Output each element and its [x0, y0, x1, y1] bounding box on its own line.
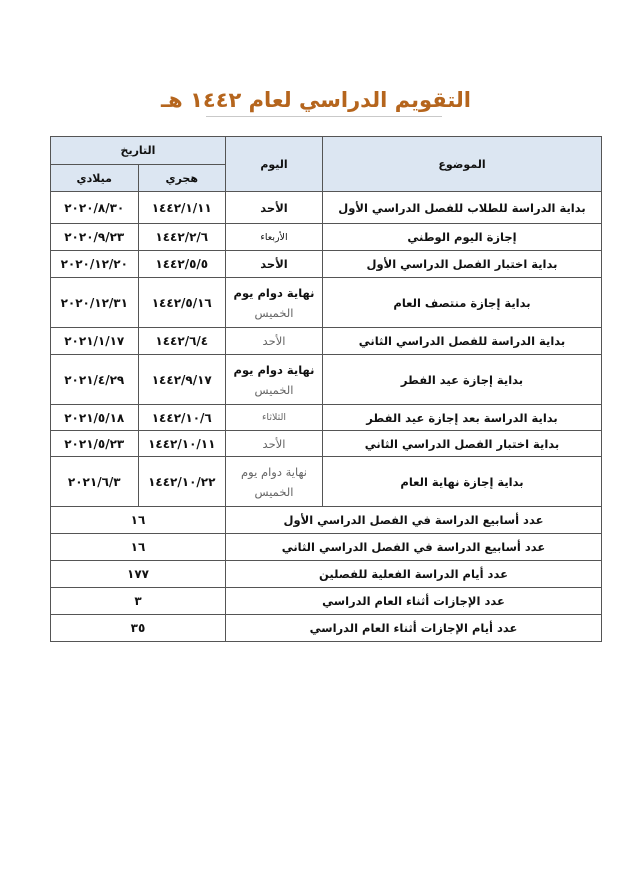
row-topic: بداية اختبار الفصل الدراسي الأول [323, 251, 602, 278]
header-gregorian: ميلادي [51, 165, 139, 192]
table-row [51, 251, 602, 278]
table-row [51, 457, 602, 507]
row-hijri: ١٤٤٢/١/١١ [138, 192, 226, 224]
row-day-line2: الخميس [254, 382, 294, 397]
summary-label: عدد أسابيع الدراسة في الفصل الدراسي الأول [226, 507, 602, 534]
page-title: التقويم الدراسي لعام ١٤٤٢ هـ [161, 88, 471, 112]
table-row [51, 355, 602, 405]
row-day: الأحد [226, 192, 323, 224]
row-day: الثلاثاء [226, 405, 323, 431]
header-date: التاريخ [51, 137, 226, 165]
summary-value: ١٧٧ [51, 561, 226, 588]
row-day: الأحد [226, 431, 323, 457]
row-hijri: ١٤٤٢/٥/٥ [138, 251, 226, 278]
header-topic: الموضوع [323, 137, 602, 192]
row-day [226, 355, 323, 405]
header-hijri: هجري [138, 165, 226, 192]
table-row [51, 328, 602, 355]
row-topic: بداية إجازة عيد الفطر [323, 355, 602, 405]
summary-label: عدد أيام الدراسة الفعلية للفصلين [226, 561, 602, 588]
summary-label: عدد أسابيع الدراسة في الفصل الدراسي الثاني [226, 534, 602, 561]
row-hijri: ١٤٤٢/٢/٦ [138, 224, 226, 251]
row-topic: بداية اختبار الفصل الدراسي الثاني [323, 431, 602, 457]
row-gregorian: ٢٠٢٠/١٢/٣١ [51, 278, 139, 328]
header-row [51, 137, 602, 165]
summary-row [51, 615, 602, 642]
table-row [51, 431, 602, 457]
row-gregorian: ٢٠٢١/٥/١٨ [51, 405, 139, 431]
row-gregorian: ٢٠٢١/٥/٢٣ [51, 431, 139, 457]
row-day-line1: نهاية دوام يوم [241, 464, 307, 479]
row-day-line2: الخميس [254, 305, 294, 320]
summary-row [51, 588, 602, 615]
row-hijri: ١٤٤٢/١٠/٢٢ [138, 457, 226, 507]
summary-value: ٣٥ [51, 615, 226, 642]
row-hijri: ١٤٤٢/٩/١٧ [138, 355, 226, 405]
summary-row [51, 534, 602, 561]
row-gregorian: ٢٠٢٠/١٢/٢٠ [51, 251, 139, 278]
summary-row [51, 561, 602, 588]
row-day [226, 278, 323, 328]
summary-label: عدد الإجازات أثناء العام الدراسي [226, 588, 602, 615]
header-day: اليوم [226, 137, 323, 192]
row-topic: بداية الدراسة للفصل الدراسي الثاني [323, 328, 602, 355]
row-day [226, 457, 323, 507]
summary-value: ١٦ [51, 507, 226, 534]
row-hijri: ١٤٤٢/٦/٤ [138, 328, 226, 355]
row-gregorian: ٢٠٢١/٤/٢٩ [51, 355, 139, 405]
row-topic: بداية الدراسة بعد إجازة عيد الفطر [323, 405, 602, 431]
row-hijri: ١٤٤٢/١٠/٦ [138, 405, 226, 431]
table-row [51, 224, 602, 251]
row-gregorian: ٢٠٢١/١/١٧ [51, 328, 139, 355]
table-row [51, 192, 602, 224]
row-topic: بداية الدراسة للطلاب للفصل الدراسي الأول [323, 192, 602, 224]
summary-value: ١٦ [51, 534, 226, 561]
row-hijri: ١٤٤٢/٥/١٦ [138, 278, 226, 328]
summary-label: عدد أيام الإجازات أثناء العام الدراسي [226, 615, 602, 642]
row-day-line1: نهاية دوام يوم [233, 285, 315, 300]
row-gregorian: ٢٠٢٠/٨/٣٠ [51, 192, 139, 224]
row-gregorian: ٢٠٢٠/٩/٢٣ [51, 224, 139, 251]
table-row [51, 278, 602, 328]
table-row [51, 405, 602, 431]
row-topic: إجازة اليوم الوطني [323, 224, 602, 251]
row-topic: بداية إجازة منتصف العام [323, 278, 602, 328]
row-day: الأربعاء [226, 224, 323, 251]
summary-value: ٣ [51, 588, 226, 615]
row-day: الأحد [226, 328, 323, 355]
row-hijri: ١٤٤٢/١٠/١١ [138, 431, 226, 457]
row-day-line2: الخميس [254, 484, 294, 499]
summary-row [51, 507, 602, 534]
row-gregorian: ٢٠٢١/٦/٣ [51, 457, 139, 507]
title-underline [206, 116, 442, 117]
row-topic: بداية إجازة نهاية العام [323, 457, 602, 507]
row-day: الأحد [226, 251, 323, 278]
row-day-line1: نهاية دوام يوم [233, 362, 315, 377]
calendar-table [50, 136, 602, 642]
